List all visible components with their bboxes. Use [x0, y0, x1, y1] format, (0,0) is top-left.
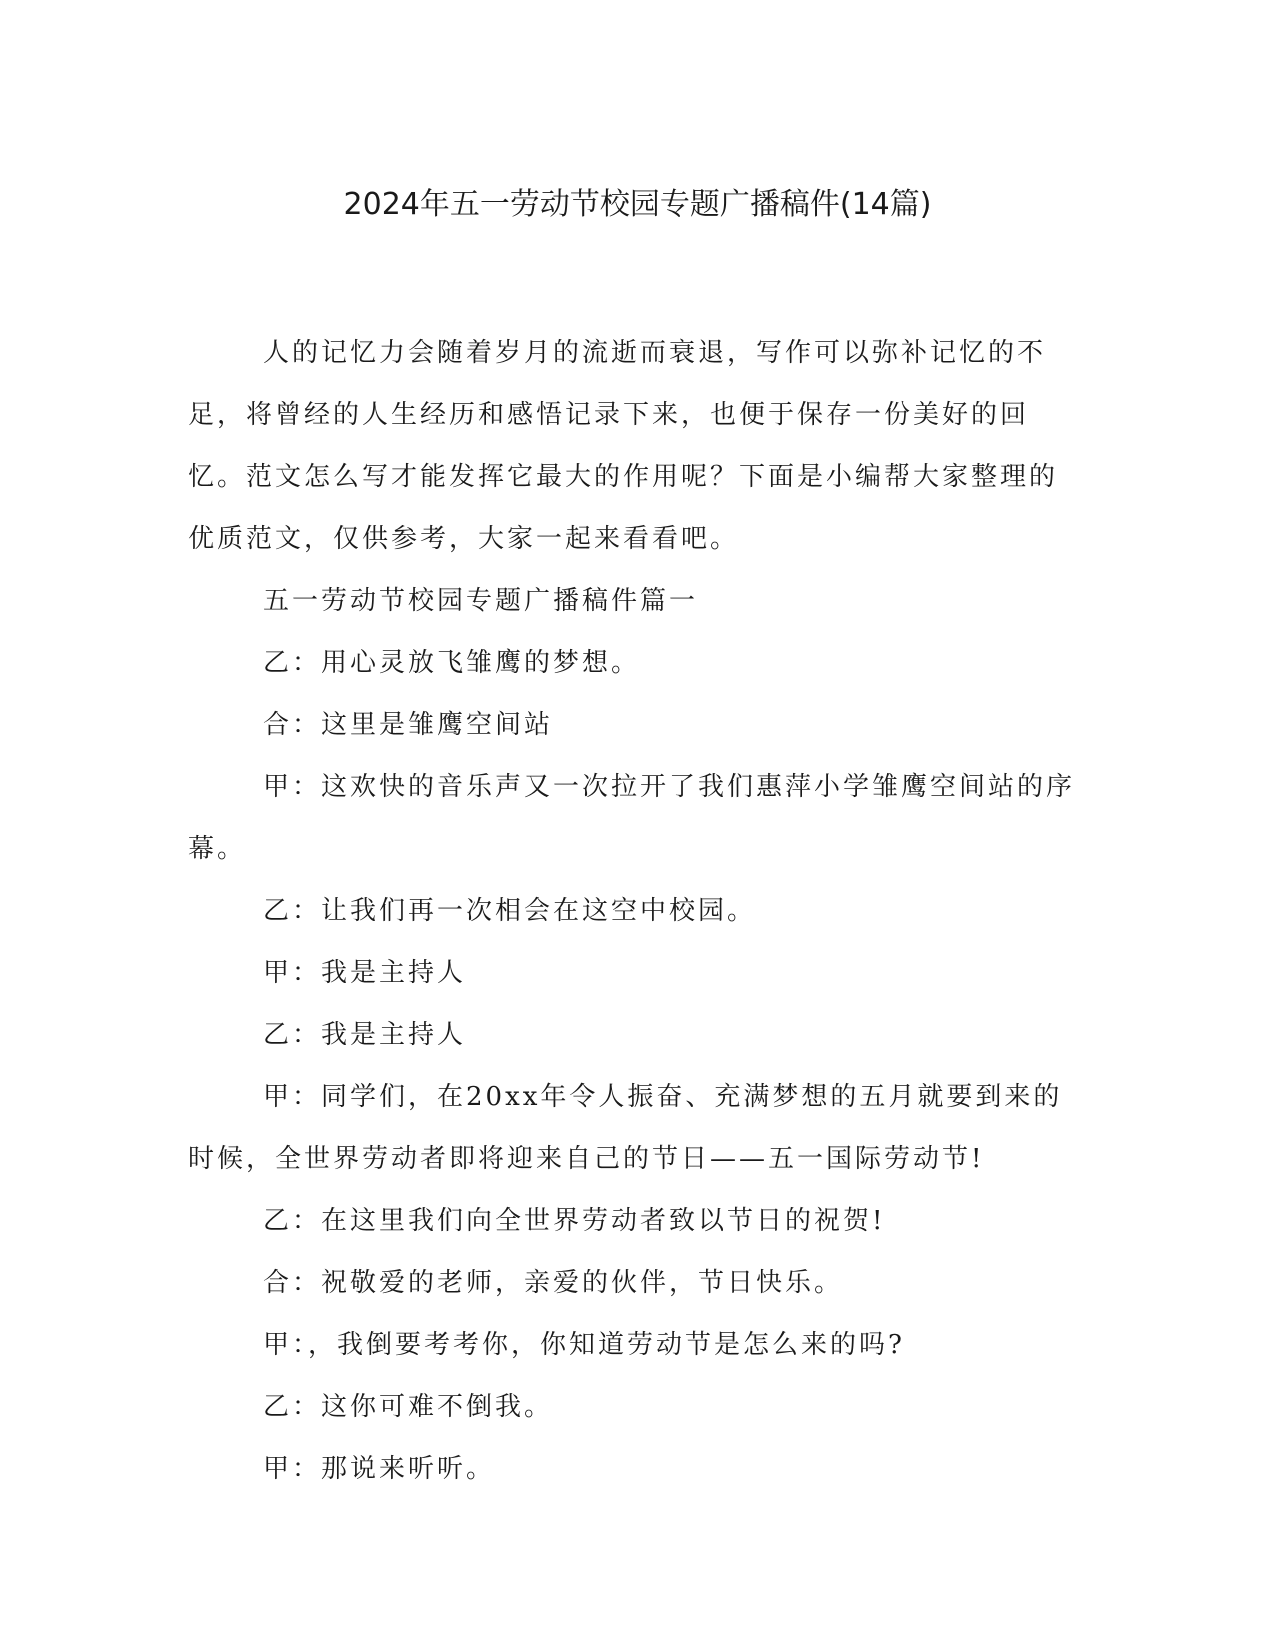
- dialogue-line: 乙：我是主持人: [263, 1020, 467, 1050]
- dialogue-line: 乙：让我们再一次相会在这空中校园。: [263, 896, 757, 926]
- dialogue-line: 合：这里是雏鹰空间站: [263, 710, 554, 740]
- dialogue-line: 乙：用心灵放飞雏鹰的梦想。: [263, 648, 641, 678]
- dialogue-line: 甲：，我倒要考考你，你知道劳动节是怎么来的吗?: [263, 1330, 905, 1360]
- dialogue-line: 乙：这你可难不倒我。: [263, 1392, 554, 1422]
- document-body: [188, 322, 1078, 1500]
- dialogue-line: 甲：那说来听听。: [263, 1454, 496, 1484]
- intro-paragraph: 人的记忆力会随着岁月的流逝而衰退，写作可以弥补记忆的不足，将曾经的人生经历和感悟记录下来，也便于保存一份美好的回忆。范文怎么写才能发挥它最大的作用呢？下面是小编帮大家整理的优质范文，仅供参考，大家一起来看看吧。: [188, 338, 1059, 554]
- section-heading: 五一劳动节校园专题广播稿件篇一: [263, 586, 699, 616]
- document-title: 2024年五一劳动节校园专题广播稿件(14篇): [343, 187, 932, 222]
- dialogue-line: 甲：这欢快的音乐声又一次拉开了我们惠萍小学雏鹰空间站的序幕。: [188, 772, 1076, 864]
- dialogue-line: 乙：在这里我们向全世界劳动者致以节日的祝贺!: [263, 1206, 886, 1236]
- dialogue-line: 甲：同学们，在20xx年令人振奋、充满梦想的五月就要到来的时候，全世界劳动者即将迎来自己的节日——五一国际劳动节!: [188, 1082, 1063, 1174]
- dialogue-line: 合：祝敬爱的老师，亲爱的伙伴，节日快乐。: [263, 1268, 844, 1298]
- dialogue-line: 甲：我是主持人: [263, 958, 467, 988]
